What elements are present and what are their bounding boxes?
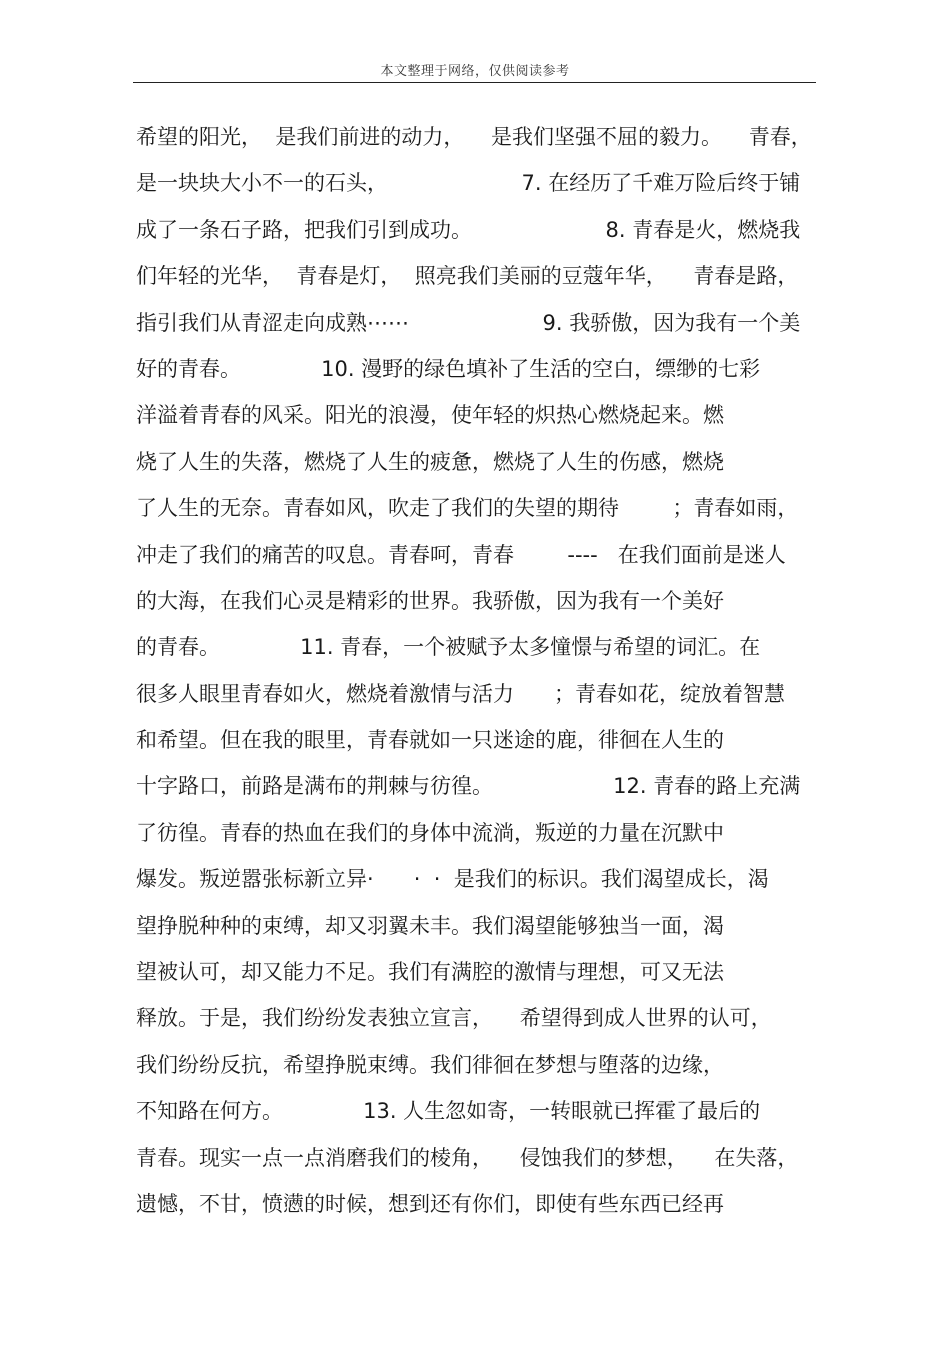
page-header: 本文整理于网络，仅供阅读参考	[380, 64, 570, 79]
header-divider	[133, 82, 816, 83]
text-line: 的大海，在我们心灵是精彩的世界。我骄傲，因为我有一个美好	[136, 588, 724, 613]
text-line: 的青春。 11. 青春，一个被赋予太多憧憬与希望的词汇。在	[136, 635, 761, 660]
text-line: 希望的阳光， 是我们前进的动力， 是我们坚强不屈的毅力。 青春，	[136, 125, 812, 149]
text-line: 好的青春。 10. 漫野的绿色填补了生活的空白，缥缈的七彩	[136, 356, 761, 381]
text-line: 不知路在何方。 13. 人生忽如寄，一转眼就已挥霍了最后的	[136, 1099, 761, 1124]
text-line: 望挣脱种种的束缚，却又羽翼未丰。我们渴望能够独当一面，渴	[136, 913, 724, 938]
text-line: 和希望。但在我的眼里，青春就如一只迷途的鹿，徘徊在人生的	[136, 728, 724, 753]
text-line: 成了一条石子路，把我们引到成功。 8. 青春是火，燃烧我	[136, 217, 801, 242]
text-line: 青春。现实一点一点消磨我们的棱角， 侵蚀我们的梦想， 在失落，	[136, 1145, 799, 1170]
text-line: 是一块块大小不一的石头， 7. 在经历了千难万险后终于铺	[136, 171, 801, 196]
text-line: 爆发。叛逆嚣张标新立异· · · 是我们的标识。我们渴望成长，渴	[136, 867, 769, 892]
text-line: 了彷徨。青春的热血在我们的身体中流淌，叛逆的力量在沉默中	[136, 820, 724, 845]
body-text	[136, 114, 816, 1227]
text-line: 洋溢着青春的风采。阳光的浪漫，使年轻的炽热心燃烧起来。燃	[136, 403, 724, 428]
text-line: 们年轻的光华， 青春是灯， 照亮我们美丽的豆蔻年华， 青春是路，	[136, 264, 799, 289]
text-line: 了人生的无奈。青春如风，吹走了我们的失望的期待 ；青春如雨，	[136, 496, 799, 521]
text-line: 烧了人生的失落，燃烧了人生的疲惫，燃烧了人生的伤感，燃烧	[136, 449, 724, 474]
text-line: 十字路口，前路是满布的荆棘与彷徨。 12. 青春的路上充满	[136, 774, 801, 799]
text-line: 遗憾，不甘，愤懑的时候，想到还有你们，即使有些东西已经再	[136, 1191, 724, 1216]
text-line: 望被认可，却又能力不足。我们有满腔的激情与理想，可又无法	[136, 960, 724, 985]
text-line: 指引我们从青涩走向成熟⋯⋯ 9. 我骄傲，因为我有一个美	[136, 310, 801, 335]
text-line: 释放。于是，我们纷纷发表独立宣言， 希望得到成人世界的认可，	[136, 1006, 772, 1031]
text-line: 我们纷纷反抗，希望挣脱束缚。我们徘徊在梦想与堕落的边缘，	[136, 1052, 724, 1077]
text-line: 冲走了我们的痛苦的叹息。青春呵，青春 ---- 在我们面前是迷人	[136, 542, 786, 567]
text-line: 很多人眼里青春如火，燃烧着激情与活力 ；青春如花，绽放着智慧	[136, 681, 786, 706]
